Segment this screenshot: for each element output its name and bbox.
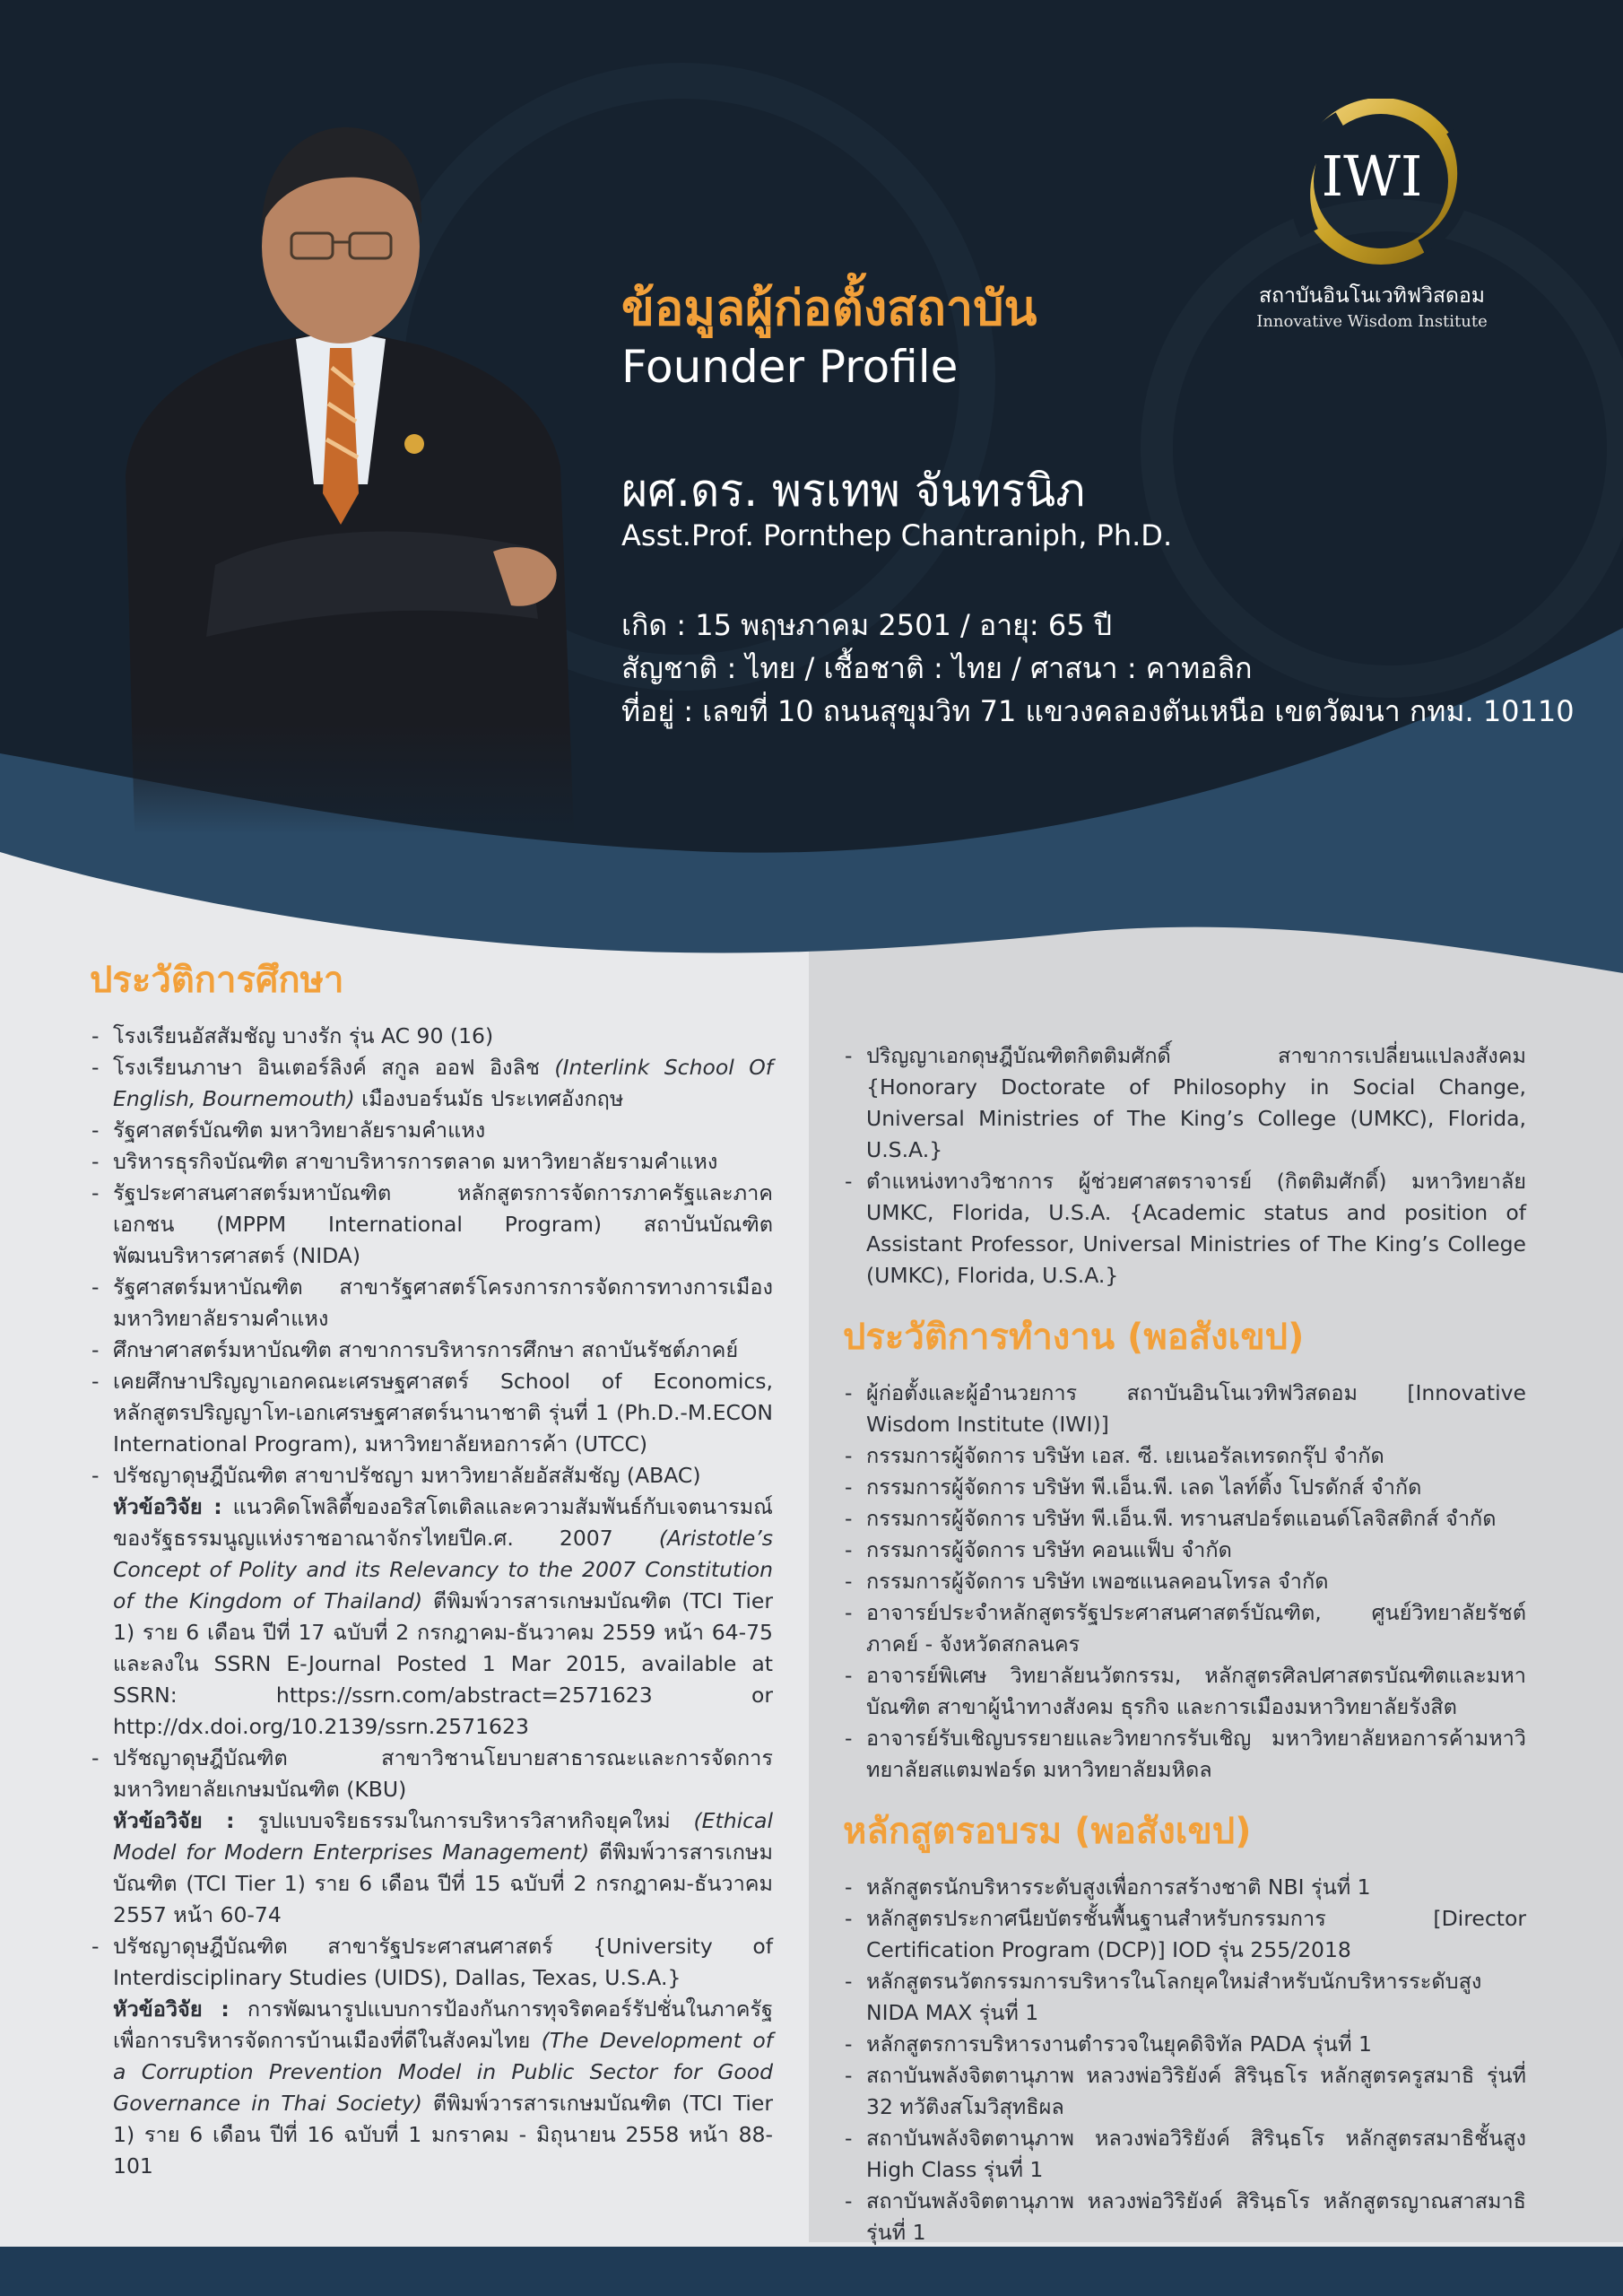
founder-photo [108, 99, 583, 834]
thesis-note: หัวข้อวิจัย : แนวคิดโพลิตี้ของอริสโตเติลและความสัมพันธ์กับเจตนารมณ์ของรัฐธรรมนูญแห่งราชอาณาจักรไทยปีค.ศ. 2007 (Aristotle’s Concept of Polity and its Relevancy to the 2007 Constitution of the Kingdom of Thailand) ตีพิมพ์วารสารเกษมบัณฑิต (TCI Tier 1) ราย 6 เดือน ปีที่ 17 ฉบับที่ 2 กรกฎาคม-ธันวาคม 2559 หน้า 64-75 และลงใน SSRN E-Journal Posted 1 Mar 2015, available at SSRN: https://ssrn.com/abstract=2571623 or http://dx.doi.org/10.2139/ssrn.2571623 [113, 1494, 773, 1739]
list-item: - กรรมการผู้จัดการ บริษัท พี.เอ็น.พี. ทรานสปอร์ตแอนด์โลจิสติกส์ จำกัด [843, 1503, 1526, 1535]
logo-mark-text: IWI [1321, 144, 1423, 209]
list-item: - ปริญญาเอกดุษฎีบัณฑิตกิตติมศักดิ์ สาขาการเปลี่ยนแปลงสังคม {Honorary Doctorate of Philosophy in Social Change, Universal Ministries of The King’s College (UMKC), Florida, U.S.A.} [843, 1040, 1526, 1166]
founder-name-thai: ผศ.ดร. พรเทพ จันทรนิภ [621, 465, 1086, 517]
list-item: - เคยศึกษาปริญญาเอกคณะเศรษฐศาสตร์ School of Economics, หลักสูตรปริญญาโท-เอกเศรษฐศาสตร์นานาชาติ รุ่นที่ 1 (Ph.D.-M.ECON International Program), มหาวิทยาลัยหอการค้า (UTCC) [90, 1366, 773, 1460]
education-section [90, 951, 773, 2182]
list-item: - รัฐศาสตร์บัณฑิต มหาวิทยาลัยรามคำแหง [90, 1115, 773, 1146]
thesis-note: หัวข้อวิจัย : การพัฒนารูปแบบการป้องกันการทุจริตคอร์รัปชั่นในภาครัฐเพื่อการบริหารจัดการบ้านเมืองที่ดีในสังคมไทย (The Development of a Corruption Prevention Model in Public Sector for Good Governance in Thai Society) ตีพิมพ์วารสารเกษมบัณฑิต (TCI Tier 1) ราย 6 เดือน ปีที่ 16 ฉบับที่ 1 มกราคม - มิถุนายน 2558 หน้า 88-101 [113, 1996, 773, 2179]
list-item: - กรรมการผู้จัดการ บริษัท เพอซแนลคอนโทรล จำกัด [843, 1566, 1526, 1597]
list-item: - หลักสูตรการบริหารงานตำรวจในยุคดิจิทัล PADA รุ่นที่ 1 [843, 2029, 1526, 2060]
nationality-religion-info: สัญชาติ : ไทย / เชื้อชาติ : ไทย / ศาสนา : คาทอลิก [621, 651, 1253, 685]
work-history-list [843, 1378, 1526, 1786]
education-continued-list [843, 1040, 1526, 1292]
thesis-note: หัวข้อวิจัย : รูปแบบจริยธรรมในการบริหารวิสาหกิจยุคใหม่ (Ethical Model for Modern Enterprises Management) ตีพิมพ์วารสารเกษมบัณฑิต (TCI Tier 1) ราย 6 เดือน ปีที่ 15 ฉบับที่ 2 กรกฎาคม-ธันวาคม 2557 หน้า 60-74 [113, 1808, 773, 1927]
list-item: - หลักสูตรประกาศนียบัตรชั้นพื้นฐานสำหรับกรรมการ [Director Certification Program (DCP)] IOD รุ่น 255/2018 [843, 1903, 1526, 1966]
list-item: - ปรัชญาดุษฎีบัณฑิต สาขาวิชานโยบายสาธารณะและการจัดการ มหาวิทยาลัยเกษมบัณฑิต (KBU) [90, 1743, 773, 1805]
founder-name-english: Asst.Prof. Pornthep Chantraniph, Ph.D. [621, 518, 1173, 552]
education-title: ประวัติการศึกษา [90, 960, 344, 1001]
list-item: - ศึกษาศาสตร์มหาบัณฑิต สาขาการบริหารการศึกษา สถาบันรัชต์ภาคย์ [90, 1335, 773, 1366]
list-item: - กรรมการผู้จัดการ บริษัท คอนแฟ็บ จำกัด [843, 1535, 1526, 1566]
page-title-thai: ข้อมูลผู้ก่อตั้งสถาบัน [621, 280, 1037, 336]
list-item: - โรงเรียนภาษา อินเตอร์ลิงค์ สกูล ออฟ อิงลิช (Interlink School Of English, Bournemouth) เมืองบอร์นมัธ ประเทศอังกฤษ [90, 1052, 773, 1115]
list-item: - กรรมการผู้จัดการ บริษัท เอส. ซี. เยเนอรัลเทรดกรุ๊ป จำกัด [843, 1440, 1526, 1472]
training-title: หลักสูตรอบรม (พอสังเขป) [843, 1811, 1252, 1852]
list-item: - อาจารย์รับเชิญบรรยายและวิทยากรรับเชิญ มหาวิทยาลัยหอการค้ามหาวิทยาลัยสแตมฟอร์ด มหาวิทยาลัยมหิดล [843, 1723, 1526, 1786]
list-item: - สถาบันพลังจิตตานุภาพ หลวงพ่อวิริยังค์ สิรินฺธโร หลักสูตรครูสมาธิ รุ่นที่ 32 ทวัติงสโมวิสุทธิผล [843, 2060, 1526, 2123]
training-list [843, 1872, 1526, 2248]
work-history-title: ประวัติการทำงาน (พอสังเขป) [843, 1317, 1305, 1358]
education-list [90, 1021, 773, 1492]
list-item: - ปรัชญาดุษฎีบัณฑิต สาขาปรัชญา มหาวิทยาลัยอัสสัมชัญ (ABAC) [90, 1460, 773, 1492]
logo-name-english: Innovative Wisdom Institute [1256, 312, 1488, 331]
list-item: - รัฐประศาสนศาสตร์มหาบัณฑิต หลักสูตรการจัดการภาครัฐและภาคเอกชน (MPPM International Program) สถาบันบัณฑิตพัฒนบริหารศาสตร์ (NIDA) [90, 1178, 773, 1272]
page-title-english: Founder Profile [621, 341, 959, 393]
list-item: - หลักสูตรนวัตกรรมการบริหารในโลกยุคใหม่สำหรับนักบริหารระดับสูง NIDA MAX รุ่นที่ 1 [843, 1966, 1526, 2029]
list-item: - ผู้ก่อตั้งและผู้อำนวยการ สถาบันอินโนเวทิฟวิสดอม [Innovative Wisdom Institute (IWI)] [843, 1378, 1526, 1440]
list-item: - สถาบันพลังจิตตานุภาพ หลวงพ่อวิริยังค์ สิรินฺธโร หลักสูตรญาณสาสมาธิ รุ่นที่ 1 [843, 2186, 1526, 2248]
list-item: - กรรมการผู้จัดการ บริษัท พี.เอ็น.พี. เลด ไลท์ติ้ง โปรดักส์ จำกัด [843, 1472, 1526, 1503]
list-item: - บริหารธุรกิจบัณฑิต สาขาบริหารการตลาด มหาวิทยาลัยรามคำแหง [90, 1146, 773, 1178]
list-item: - อาจารย์ประจำหลักสูตรรัฐประศาสนศาสตร์บัณฑิต, ศูนย์วิทยาลัยรัชต์ภาคย์ - จังหวัดสกลนคร [843, 1597, 1526, 1660]
list-item: - ปรัชญาดุษฎีบัณฑิต สาขารัฐประศาสนศาสตร์ {University of Interdisciplinary Studies (UIDS), Dallas, Texas, U.S.A.} [90, 1931, 773, 1994]
logo-name-thai: สถาบันอินโนเวทิฟวิสดอม [1259, 284, 1485, 308]
list-item: - ตำแหน่งทางวิชาการ ผู้ช่วยศาสตราจารย์ (กิตติมศักดิ์) มหาวิทยาลัย UMKC, Florida, U.S.A. {Academic status and position of Assistant Professor, Universal Ministries of The King’s College (UMKC), Florida, U.S.A.} [843, 1166, 1526, 1292]
list-item: - สถาบันพลังจิตตานุภาพ หลวงพ่อวิริยังค์ สิรินฺธโร หลักสูตรสมาธิชั้นสูง High Class รุ่นที่ 1 [843, 2123, 1526, 2186]
list-item: - หลักสูตรนักบริหารระดับสูงเพื่อการสร้างชาติ NBI รุ่นที่ 1 [843, 1872, 1526, 1903]
list-item: - โรงเรียนอัสสัมชัญ บางรัก รุ่น AC 90 (16) [90, 1021, 773, 1052]
list-item: - อาจารย์พิเศษ วิทยาลัยนวัตกรรม, หลักสูตรศิลปศาสตรบัณฑิตและมหาบัณฑิต สาขาผู้นำทางสังคม ธุรกิจ และการเมืองมหาวิทยาลัยรังสิต [843, 1660, 1526, 1723]
list-item: - รัฐศาสตร์มหาบัณฑิต สาขารัฐศาสตร์โครงการการจัดการทางการเมือง มหาวิทยาลัยรามคำแหง [90, 1272, 773, 1335]
address-info: ที่อยู่ : เลขที่ 10 ถนนสุขุมวิท 71 แขวงคลองตันเหนือ เขตวัฒนา กทม. 10110 [621, 694, 1575, 728]
birth-age-info: เกิด : 15 พฤษภาคม 2501 / อายุ: 65 ปี [621, 608, 1113, 642]
right-column [843, 1040, 1526, 2248]
